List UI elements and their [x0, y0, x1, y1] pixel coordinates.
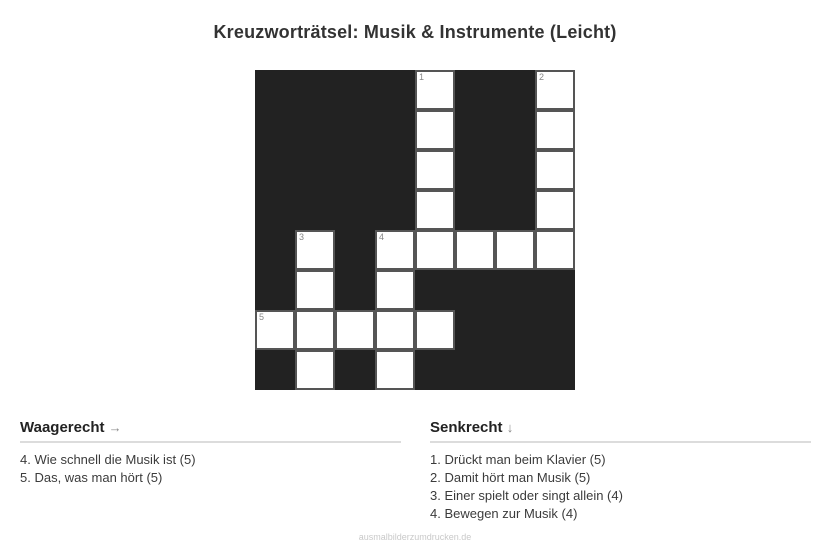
cell-number: 2 [539, 72, 545, 82]
crossword-cell [415, 150, 455, 190]
down-clue-list [430, 451, 811, 523]
crossword-cell [535, 110, 575, 150]
right-arrow-icon: → [108, 420, 122, 435]
across-clue-list [20, 451, 401, 487]
footer-watermark: ausmalbilderzumdrucken.de [358, 532, 472, 542]
cell-number: 1 [419, 72, 425, 82]
crossword-cell [415, 310, 455, 350]
crossword-cell [335, 310, 375, 350]
across-heading-label: Waagerecht [20, 419, 105, 436]
crossword-cell [415, 110, 455, 150]
crossword-cell [295, 310, 335, 350]
crossword-cell [255, 310, 295, 350]
page-title: Kreuzworträtsel: Musik & Instrumente (Leicht) [213, 22, 617, 42]
crossword-cell [295, 350, 335, 390]
clue-item: 4. Bewegen zur Musik (4) [430, 506, 578, 521]
crossword-cell [375, 230, 415, 270]
crossword-cell [535, 70, 575, 110]
crossword-cell [415, 70, 455, 110]
crossword-cell [495, 230, 535, 270]
crossword-cell [295, 270, 335, 310]
crossword-cell [535, 150, 575, 190]
crossword-cell [455, 230, 495, 270]
crossword-cell [375, 270, 415, 310]
clue-item: 4. Wie schnell die Musik ist (5) [20, 452, 196, 467]
cell-number: 4 [379, 232, 385, 242]
clue-item: 5. Das, was man hört (5) [20, 470, 163, 485]
clue-item: 2. Damit hört man Musik (5) [430, 470, 591, 485]
crossword-cell [415, 230, 455, 270]
across-heading [20, 419, 401, 443]
crossword-cell [375, 310, 415, 350]
down-clues-section [430, 419, 811, 523]
across-clues-section [20, 419, 401, 487]
crossword-cell [535, 190, 575, 230]
crossword-cell [375, 350, 415, 390]
down-heading [430, 419, 811, 443]
crossword-cell [415, 190, 455, 230]
crossword-grid [255, 70, 575, 390]
crossword-cell [295, 230, 335, 270]
crossword-cell [535, 230, 575, 270]
down-heading-label: Senkrecht [430, 419, 503, 436]
clue-item: 3. Einer spielt oder singt allein (4) [430, 488, 623, 503]
down-arrow-icon: ↓ [506, 420, 514, 435]
cell-number: 3 [299, 232, 305, 242]
cell-number: 5 [259, 312, 265, 322]
clue-item: 1. Drückt man beim Klavier (5) [430, 452, 606, 467]
